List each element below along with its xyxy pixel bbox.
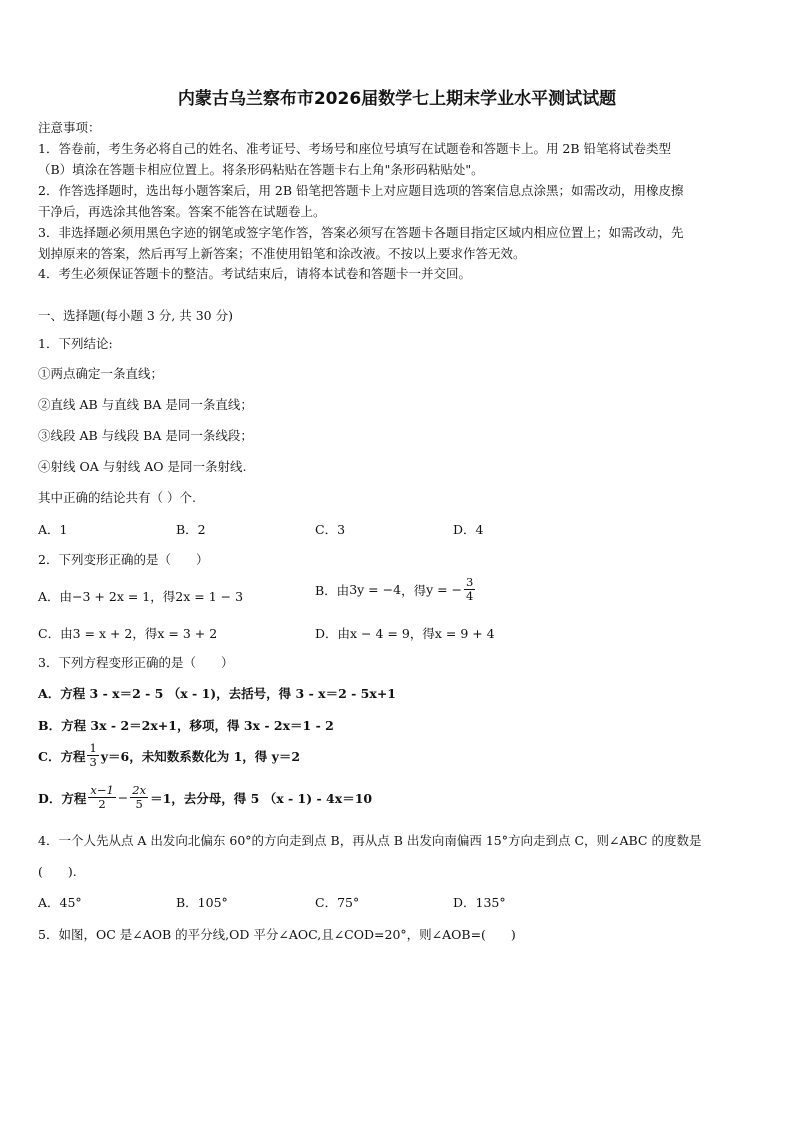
q2-b-fraction (464, 576, 475, 603)
q2-b-equation-2: y = − (426, 582, 463, 597)
notice-heading: 注意事项： (38, 120, 101, 135)
q2-b-numerator: 3 (466, 575, 474, 589)
q2-d-middle: ，得 (409, 626, 435, 641)
q4-line-1: 4．一个人先从点 A 出发向北偏东 60°的方向走到点 B，再从点 B 出发向南偏西 15°方向走到点 C，则∠ABC 的度数是 (38, 833, 702, 848)
q3-d-fraction-1 (88, 784, 115, 811)
q4-option-a: A．45° (38, 895, 82, 910)
q2-d-equation-1: x − 4 = 9 (350, 626, 410, 641)
q2-d-equation-2: x = 9 + 4 (434, 626, 495, 641)
q2-c-prefix: C．由 (38, 626, 73, 641)
q3-c-denominator: 3 (89, 755, 97, 769)
q1-option-c: C．3 (315, 522, 346, 537)
q4-option-c: C．75° (315, 895, 360, 910)
q2-a-middle: ，得 (150, 589, 176, 604)
q4-option-b: B．105° (176, 895, 228, 910)
q3-d-rest: ＝1，去分母，得 5 （x - 1) - 4x＝10 (150, 790, 373, 806)
notice-item-2-line-1: 2．作答选择题时，选出每小题答案后，用 2B 铅笔把答题卡上对应题目选项的答案信息点涂黑；如需改动，用橡皮擦 (38, 183, 684, 198)
q3-option-a: A．方程 3 - x＝2 - 5 （x - 1)，去括号，得 3 - x＝2 - 5x+1 (38, 686, 396, 701)
q3-d-prefix: D．方程 (38, 790, 87, 806)
q3-d-numerator-1: x−1 (90, 783, 114, 797)
q3-d-denominator-2: 5 (135, 797, 143, 811)
exam-title: 内蒙古乌兰察布市2026届数学七上期末学业水平测试试题 (177, 89, 617, 109)
q3-c-rest: y＝6，未知数系数化为 1，得 y＝2 (100, 748, 301, 764)
notice-item-3-line-1: 3．非选择题必须用黑色字迹的钢笔或签字笔作答，答案必须写在答题卡各题目指定区域内相应位置上；如需改动，先 (38, 225, 684, 240)
q3-d-denominator-1: 2 (98, 797, 106, 811)
notice-item-2-line-2: 干净后，再选涂其他答案。答案不能答在试题卷上。 (38, 204, 326, 219)
q2-b-equation-1: 3y = −4 (349, 582, 402, 597)
q2-option-d (315, 624, 495, 642)
q1-statement-3: ③线段 AB 与线段 BA 是同一条线段； (38, 428, 253, 443)
q1-stem: 1．下列结论: (38, 336, 113, 351)
section-heading: 一、选择题(每小题 3 分, 共 30 分) (38, 308, 233, 323)
q3-c-fraction (87, 742, 98, 769)
notice-item-3-line-2: 划掉原来的答案，然后再写上新答案；不准使用铅笔和涂改液。不按以上要求作答无效。 (38, 246, 526, 261)
q2-c-equation-2: x = 3 + 2 (157, 626, 218, 641)
q3-c-numerator: 1 (89, 741, 97, 755)
q2-b-middle: ，得 (401, 582, 427, 598)
q2-c-equation-1: 3 = x + 2 (72, 626, 133, 641)
notice-item-4: 4．考生必须保证答题卡的整洁。考试结束后，请将本试卷和答题卡一并交回。 (38, 266, 471, 281)
q2-a-prefix: A．由 (38, 589, 73, 604)
q2-a-equation-1: −3 + 2x = 1 (72, 589, 151, 604)
q2-b-prefix: B．由 (315, 582, 350, 598)
q3-d-fraction-2 (130, 784, 148, 811)
q2-c-middle: ，得 (132, 626, 158, 641)
q5-stem: 5．如图，OC 是∠AOB 的平分线,OD 平分∠AOC,且∠COD=20°，则∠AOB=( ) (38, 927, 516, 942)
q3-option-c (38, 742, 300, 769)
q2-option-a (38, 587, 243, 605)
q4-line-2: ( ). (38, 864, 77, 879)
q3-c-prefix: C．方程 (38, 748, 86, 764)
q1-question: 其中正确的结论共有（ ）个. (38, 490, 196, 505)
q4-option-d: D．135° (453, 895, 506, 910)
q1-option-b: B．2 (176, 522, 206, 537)
q2-stem: 2．下列变形正确的是（ ） (38, 552, 209, 567)
q3-d-numerator-2: 2x (132, 783, 147, 797)
q1-statement-1: ①两点确定一条直线； (38, 366, 164, 381)
q1-option-a: A．1 (38, 522, 68, 537)
notice-item-1-line-1: 1．答卷前，考生务必将自己的姓名、准考证号、考场号和座位号填写在试题卷和答题卡上。用 2B 铅笔将试卷类型 (38, 141, 672, 156)
q2-a-equation-2: 2x = 1 − 3 (175, 589, 244, 604)
q3-d-minus: − (117, 790, 129, 805)
q3-option-b: B．方程 3x - 2＝2x+1，移项，得 3x - 2x＝1 - 2 (38, 718, 334, 733)
q1-statement-2: ②直线 AB 与直线 BA 是同一条直线； (38, 397, 253, 412)
q2-d-prefix: D．由 (315, 626, 351, 641)
q3-option-d (38, 784, 372, 811)
q2-option-b (315, 576, 477, 603)
q1-statement-4: ④射线 OA 与射线 AO 是同一条射线. (38, 459, 247, 474)
notice-item-1-line-2: （B）填涂在答题卡相应位置上。将条形码粘贴在答题卡右上角"条形码粘贴处"。 (38, 162, 484, 177)
q3-stem: 3．下列方程变形正确的是（ ） (38, 655, 234, 670)
q1-option-d: D．4 (453, 522, 484, 537)
q2-option-c (38, 624, 217, 642)
q2-b-denominator: 4 (466, 589, 474, 603)
